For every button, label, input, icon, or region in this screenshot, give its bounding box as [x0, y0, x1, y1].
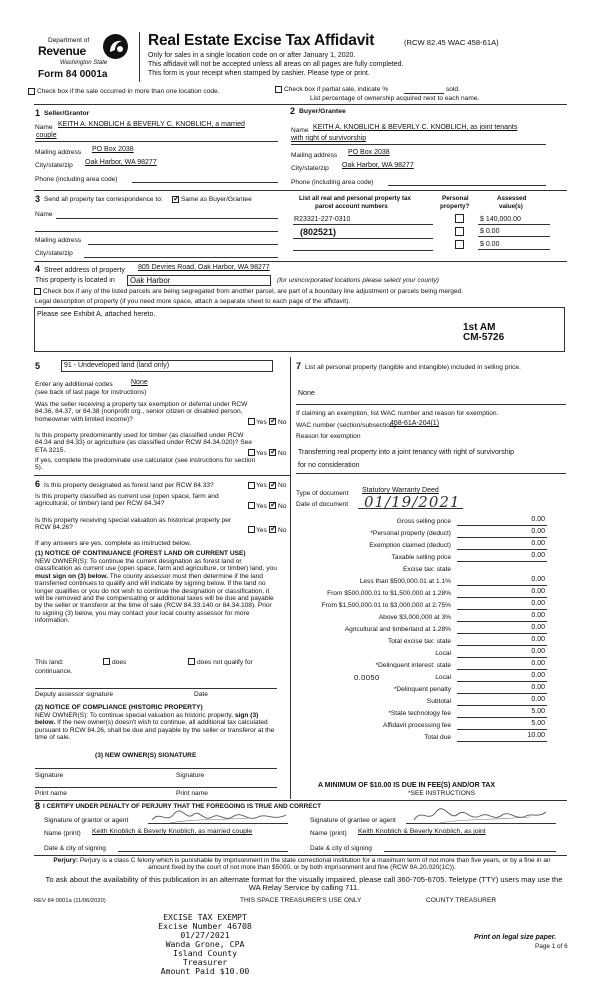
tax-line-rule	[457, 729, 547, 730]
buyer-mailing-value[interactable]: PO Box 2038	[348, 149, 390, 156]
tax-line-rule	[457, 525, 547, 526]
tax-line-rule	[457, 585, 547, 586]
notice-3-title: (3) NEW OWNER(S) SIGNATURE	[95, 752, 197, 759]
county-treasurer-label: COUNTY TREASURER	[426, 897, 497, 904]
deputy-signature-label: Deputy assessor signature	[35, 691, 114, 698]
agency-state: Washington State	[60, 60, 108, 66]
stamp-line-1: EXCISE TAX EXEMPT	[163, 912, 247, 922]
notice-1-body	[35, 558, 279, 625]
tax-line-value[interactable]: 0.00	[531, 528, 545, 535]
doc-date-rule	[358, 508, 463, 509]
tax-line-value[interactable]: 0.00	[531, 696, 545, 703]
correspondence-city-label: City/state/zip	[35, 250, 73, 257]
partial-sale-checkbox[interactable]	[275, 86, 282, 93]
grantee-signature-rule	[406, 823, 556, 824]
s6-q3-no-checkbox[interactable]	[269, 526, 276, 533]
tax-line-label: From $1,500,000.01 to $3,000,000 at 2.75%	[321, 602, 451, 609]
notice-2-title: (2) NOTICE OF COMPLIANCE (HISTORIC PROPERTY)	[35, 704, 203, 711]
owner-print-label-2: Print name	[176, 790, 208, 797]
buyer-name-line-1[interactable]: KEITH A. KNOBLICH & BEVERLY C. KNOBLICH, as joint tenants	[313, 124, 518, 131]
seller-name-rule	[35, 141, 278, 142]
personal-header-b: property?	[440, 203, 470, 210]
alt-format-text: To ask about the availability of this publication in an alternate format for the visually impaired, please call 360-705-6705. Teletype (TTY) users may use the WA Relay Service by calling 711.	[45, 875, 563, 893]
dept-line: Department of	[48, 37, 90, 44]
form-rcw: (RCW 82.45 WAC 458-61A)	[404, 38, 499, 47]
tax-line-value[interactable]: 5.00	[531, 720, 545, 727]
timber-question: Is this property predominantly used for timber (as classified under RCW 84.34 and 84.33) or agriculture (as classified under RCW 84.34.020)? See ETA 3215.	[35, 432, 252, 454]
exemption-question: Was the seller receiving a property tax exemption or deferral under RCW 84.36, 84.37, or 84.38 (nonprofit org., senior citizen or disabled person, homeowner with limited income)?	[35, 401, 248, 423]
s6-q1-no-label: No	[278, 482, 287, 489]
s6-q2-no-checkbox[interactable]	[269, 502, 276, 509]
assessed-header-a: Assessed	[497, 195, 527, 202]
current-use-question: Is this property classified as current use (open space, farm and agricultural, or timber) land per RCW 84.34?	[35, 493, 219, 508]
legal-paper-note: Print on legal size paper.	[474, 934, 557, 941]
additional-codes-label: Enter any additional codes	[35, 381, 113, 388]
tax-line-rule	[457, 657, 547, 658]
treasurer-stamp	[150, 913, 260, 976]
grantee-signature-label: Signature of grantee or agent	[310, 817, 396, 824]
q1-yes-checkbox[interactable]	[248, 418, 255, 425]
tax-line-value[interactable]: 0.00	[531, 660, 545, 667]
buyer-phone-rule	[388, 185, 546, 186]
grantee-name-value[interactable]: Keith Knoblich & Beverly Knoblich, as joint	[358, 828, 486, 835]
s6-q3-yes-label: Yes	[256, 527, 267, 534]
tax-line-rule	[457, 669, 547, 670]
section-1-top-rule	[34, 104, 567, 105]
stamp-line-5: Island County Treasurer	[172, 948, 238, 967]
personal-property-value[interactable]: None	[298, 390, 315, 397]
buyer-heading: Buyer/Grantee	[299, 108, 346, 115]
notice-1-text-a: NEW OWNER(S): To continue the current designation as forest land or classification as current use (open space, farm and agriculture, or timber) land, you	[35, 558, 277, 573]
does-checkbox[interactable]	[103, 658, 110, 665]
same-as-buyer-checkbox[interactable]	[172, 196, 179, 203]
header-note-3: This form is your receipt when stamped by cashier. Please type or print.	[148, 70, 370, 77]
owner-print-rule	[35, 787, 277, 788]
tax-line-value[interactable]: 0.00	[531, 684, 545, 691]
correspondence-name-rule	[56, 218, 278, 219]
tax-line-label: Subtotal	[426, 698, 451, 705]
tax-line-rule	[457, 561, 547, 562]
partial-sale-line	[404, 93, 444, 94]
reason-line-1[interactable]: Transferring real property into a joint tenancy with right of survivorship	[298, 449, 515, 456]
tax-line-rule	[457, 705, 547, 706]
assessed-rule-2	[478, 236, 550, 237]
buyer-mailing-label: Mailing address	[291, 152, 338, 159]
grantee-name-label: Name (print)	[310, 830, 347, 837]
reason-line-2[interactable]: for no consideration	[298, 462, 360, 469]
additional-codes-value[interactable]: None	[131, 379, 148, 386]
reason-label: Reason for exemption	[296, 433, 361, 440]
q1-yes-label: Yes	[256, 419, 267, 426]
correspondence-heading-number: 3	[35, 194, 41, 204]
land-use-value: 91 - Undeveloped land (land only)	[64, 362, 170, 369]
q2-yes-label: Yes	[256, 450, 267, 457]
grantor-name-value[interactable]: Keith Knoblich & Beverly Knoblich, as married couple	[92, 828, 253, 835]
owner-signature-rule	[35, 768, 277, 769]
personal-header-a: Personal	[442, 195, 469, 202]
tax-line-value[interactable]: 0.00	[531, 648, 545, 655]
doc-type-label: Type of document	[296, 490, 349, 497]
does-not-label: does not qualify for	[197, 659, 253, 666]
tax-line-label: *Delinquent interest: state	[375, 662, 451, 669]
buyer-city-value[interactable]: Oak Harbor, WA 98277	[342, 162, 414, 169]
doc-type-value[interactable]: Statutory Warranty Deed	[362, 487, 439, 494]
stamp-line-6: Amount Paid $10.00	[160, 966, 250, 976]
tax-line-label: Excise tax: state	[402, 566, 451, 573]
footer-top-rule	[34, 855, 567, 856]
tax-line-label: From $500,000.01 to $1,500,000 at 1.28%	[327, 590, 451, 597]
does-label: does	[112, 659, 127, 666]
tax-line-value[interactable]: 10.00	[527, 732, 545, 739]
assessed-rule-3	[478, 249, 550, 250]
buyer-name-line-2[interactable]: with right of survivorship	[291, 135, 367, 142]
seller-mailing-label: Mailing address	[35, 149, 82, 156]
notice-1-text-b: must sign on (3) below.	[35, 572, 109, 580]
tax-line-value[interactable]: 0.00	[531, 516, 545, 523]
parcel-number-1[interactable]: R23321-227-0310	[294, 216, 351, 223]
section-7-number: 7	[296, 361, 302, 371]
tax-line-label: *State technology fee	[388, 710, 451, 717]
recording-stamp-1: 1st AM	[463, 322, 496, 333]
tax-line-rule	[457, 537, 547, 538]
correspondence-city-rule	[84, 257, 278, 258]
seller-city-label: City/state/zip	[35, 162, 73, 169]
grantor-name-label: Name (print)	[44, 830, 81, 837]
tax-line-value[interactable]: 5.00	[531, 708, 545, 715]
notice-1-title: (1) NOTICE OF CONTINUANCE (FOREST LAND OR CURRENT USE)	[35, 550, 246, 557]
tax-line-label: Local	[435, 674, 451, 681]
tax-line-rule	[457, 645, 547, 646]
tax-line-rule	[457, 609, 547, 610]
located-note: (for unincorporated locations please select your county)	[277, 277, 440, 284]
partial-sale-label: Check box if partial sale, indicate %	[284, 86, 389, 93]
deputy-signature-rule	[35, 688, 277, 689]
tax-line-value[interactable]: 0.00	[531, 576, 545, 583]
grantor-date-label: Date & city of signing	[44, 845, 106, 852]
tax-line-value[interactable]: 0.00	[531, 672, 545, 679]
located-value: Oak Harbor	[130, 276, 171, 285]
s6-q2-yes-checkbox[interactable]	[248, 502, 255, 509]
s6-q1-yes-checkbox[interactable]	[248, 482, 255, 489]
q2-no-label: No	[278, 450, 287, 457]
partial-sale-sold: sold.	[446, 86, 460, 93]
doc-date-value[interactable]: 01/19/2021	[364, 493, 461, 511]
notice-2-text-b: sign (3) below.	[35, 712, 259, 727]
grantor-signature-label: Signature of grantor or agent	[44, 817, 129, 824]
partial-sale-note: List percentage of ownership acquired next to each name.	[310, 95, 480, 102]
notice-2-text-a: NEW OWNER(S): To continue special valuation as historic property,	[35, 712, 234, 719]
located-label: This property is located in	[35, 277, 115, 284]
parcel-number-2[interactable]: (802521)	[300, 227, 337, 237]
form-number: Form 84 0001a	[38, 69, 108, 80]
doc-date-label: Date of document	[296, 501, 349, 508]
tax-line-value[interactable]: 0.00	[531, 588, 545, 595]
s6-q2-yes-label: Yes	[256, 503, 267, 510]
grantor-signature-rule	[148, 823, 288, 824]
tax-line-label: Total due	[424, 734, 451, 741]
tax-line-rule	[457, 597, 547, 598]
s6-q1-yes-label: Yes	[256, 482, 267, 489]
street-label: Street address of property	[44, 267, 125, 274]
s6-q2-no-label: No	[278, 503, 287, 510]
s6-q1-no-checkbox[interactable]	[269, 482, 276, 489]
tax-line-label: Total excise tax: state	[387, 638, 451, 645]
continuance-label: continuance.	[35, 668, 73, 675]
deputy-date-label: Date	[194, 691, 208, 698]
correspondence-name-rule-2	[35, 231, 278, 232]
assessed-value-1[interactable]: $ 140,000.00	[480, 216, 521, 223]
correspondence-mailing-label: Mailing address	[35, 237, 82, 244]
boundary-checkbox[interactable]	[34, 288, 41, 295]
legal-label: Legal description of property (if you need more space, attach a separate sheet to each page of the affidavit).	[35, 298, 351, 305]
buyer-city-label: City/state/zip	[291, 165, 329, 172]
buyer-phone-label: Phone (including area code)	[291, 179, 374, 186]
parcel-rule-1	[293, 224, 433, 225]
q2-yes-checkbox[interactable]	[248, 449, 255, 456]
tax-line-label: Taxable selling price	[391, 554, 451, 561]
grantor-date-rule	[118, 851, 288, 852]
reason-rule	[296, 473, 566, 474]
seller-heading-number: 1	[35, 108, 41, 118]
stamp-line-3: 01/27/2021	[180, 930, 230, 940]
seller-heading: Seller/Grantor	[44, 110, 90, 117]
boundary-note: Check box if any of the listed parcels are being segregated from another parcel, are part of a boundary line adjustment or parcels being merged.	[43, 288, 464, 295]
q1-no-checkbox[interactable]	[269, 418, 276, 425]
revision-label: REV 84 0001a (11/06/2020)	[34, 898, 106, 904]
buyer-name-rule	[291, 144, 546, 145]
tax-line-value[interactable]: 0.00	[531, 624, 545, 631]
tax-line-label: Agricultural and timberland at 1.28%	[344, 626, 451, 633]
agency-name: Revenue	[38, 44, 86, 58]
assessed-value-3[interactable]: $ 0.00	[480, 241, 500, 248]
forest-question: Is this property designated as forest land per RCW 84.33?	[44, 482, 214, 489]
historic-question: Is this property receiving special valuation as historical property per RCW 84.26?	[35, 517, 232, 532]
header-note-2: This affidavit will not be accepted unless all areas on all pages are fully completed.	[148, 61, 404, 68]
section-4-top-rule	[34, 261, 567, 262]
tax-line-label: Affidavit processing fee	[382, 722, 451, 729]
tax-line-label: Less than $500,000.01 at 1.1%	[359, 578, 451, 585]
notice-2-text-c: If the new owner(s) doesn't wish to continue, all additional tax calculated pursuant to RCW 84.26, shall be due and payable by the seller or transferor at the time of sale.	[35, 719, 275, 742]
tax-line-value[interactable]: 0.00	[531, 552, 545, 559]
wac-label: WAC number (section/subsection)	[296, 422, 396, 429]
recording-stamp-2: CM-5726	[463, 332, 505, 343]
owner-print-label-1: Print name	[35, 790, 67, 797]
tax-line-value[interactable]: 0.00	[531, 636, 545, 643]
owner-signature-label-2: Signature	[176, 772, 205, 779]
additional-codes-note: (see back of last page for instructions)	[35, 389, 147, 396]
answer-note: If any answers are yes, complete as instructed below.	[35, 540, 192, 547]
tax-line-label: Above $3,000,000 at 3%	[378, 614, 451, 621]
q1-no-label: No	[278, 419, 287, 426]
grantee-date-rule	[384, 851, 556, 852]
seller-phone-label: Phone (including area code)	[35, 176, 118, 183]
parcel-rule-3	[293, 250, 433, 251]
this-land-label: This land:	[35, 659, 64, 666]
section-8-top-rule	[34, 800, 567, 801]
section-5-number: 5	[35, 361, 41, 371]
see-instructions: *SEE INSTRUCTIONS	[408, 790, 476, 797]
tax-line-rule	[457, 621, 547, 622]
section-3-top-rule	[34, 190, 567, 191]
assessed-value-2[interactable]: $ 0.00	[480, 228, 500, 235]
page-number: Page 1 of 6	[535, 943, 568, 950]
correspondence-name-label: Name	[35, 211, 53, 218]
column-divider	[290, 357, 291, 799]
stamp-line-2: Excise Number 46708	[158, 921, 252, 931]
does-not-checkbox[interactable]	[188, 658, 195, 665]
correspondence-mailing-rule	[88, 244, 278, 245]
treasurer-only-label: THIS SPACE TREASURER'S USE ONLY	[240, 897, 362, 904]
section-6-number: 6	[35, 479, 41, 489]
tax-line-rule	[457, 741, 547, 742]
exemption-label: If claiming an exemption, list WAC number and reason for exemption.	[296, 410, 499, 417]
seller-name-line-2[interactable]: couple	[36, 132, 57, 139]
s6-q3-yes-checkbox[interactable]	[248, 526, 255, 533]
section-6-top-rule	[34, 475, 290, 476]
certification-text: I CERTIFY UNDER PENALTY OF PERJURY THAT THE FOREGOING IS TRUE AND CORRECT	[43, 803, 322, 810]
timber-note: If yes, complete the predominate use calculator (see instructions for section 5).	[35, 457, 256, 472]
section-8-number: 8	[35, 801, 41, 811]
tax-line-label: Gross selling price	[396, 518, 451, 525]
multi-location-label: Check box if the sale occurred in more than one location code.	[37, 88, 220, 95]
form-title: Real Estate Excise Tax Affidavit	[148, 32, 375, 49]
seller-city-value[interactable]: Oak Harbor, WA 98277	[85, 159, 157, 166]
seller-mailing-value[interactable]: PO Box 2038	[92, 146, 134, 153]
tax-line-label: Local	[435, 650, 451, 657]
tax-line-rule	[457, 693, 547, 694]
tax-line-label: *Delinquent penalty	[393, 686, 451, 693]
tax-line-value[interactable]: 0.00	[531, 612, 545, 619]
property-heading-number: 4	[35, 264, 41, 274]
buyer-heading-number: 2	[290, 106, 296, 116]
parcels-header-b: parcel account numbers	[315, 203, 388, 210]
tax-line-label: *Personal property (deduct)	[370, 530, 451, 537]
s6-q3-no-label: No	[278, 527, 287, 534]
assessed-header-b: value(s)	[499, 203, 523, 210]
tax-line-rule	[457, 717, 547, 718]
street-value[interactable]: 805 Devries Road, Oak Harbor, WA 98277	[138, 264, 270, 271]
personal-property-label: List all personal property (tangible and intangible) included in selling price.	[305, 364, 521, 371]
parcel-rule-2	[293, 238, 433, 239]
perjury-label: Perjury:	[53, 857, 78, 864]
perjury-body: Perjury is a class C felony which is punishable by imprisonment in the state correctional institution for a maximum term of not more than five years, or by a fine in an amount fixed by the court of not more than $5000, or by both imprisonment and fine (RCW 9A.20.020(1C)).	[79, 857, 551, 872]
local-rate: 0.0050	[354, 673, 380, 682]
tax-line-rule	[457, 549, 547, 550]
tax-line-value[interactable]: 0.00	[531, 540, 545, 547]
owner-signature-label-1: Signature	[35, 772, 64, 779]
header-note-1: Only for sales in a single location code on or after January 1, 2020.	[148, 52, 356, 59]
tax-line-rule	[457, 681, 547, 682]
parcels-header-a: List all real and personal property tax	[299, 195, 411, 202]
personal-property-checkbox-1[interactable]	[455, 214, 464, 223]
seller-phone-rule	[132, 182, 278, 183]
tax-line-label: Exemption claimed (deduct)	[369, 542, 451, 549]
same-as-buyer-label: Same as Buyer/Grantee	[181, 196, 252, 203]
agency-logo-icon	[102, 33, 129, 60]
assessed-rule-1	[478, 224, 550, 225]
notice-2-body	[35, 712, 279, 742]
personal-property-rule	[296, 404, 566, 405]
perjury-text	[42, 857, 562, 872]
notice-1-text-c: The county assessor must then determine if the land transferred continues to qualify and will indicate by signing below. If the land no longer qualifies or you do not wish to continue the designation or classification, it will be removed and the compensating or additional taxes will be due and payable by the seller or transferor at the time of sale (RCW 84.33.140 or 84.34.108). Prior to signing (3) below, you may contact your local county assessor for more information.	[35, 572, 274, 625]
buyer-name-label: Name	[291, 127, 309, 134]
personal-property-checkbox-3[interactable]	[455, 240, 464, 249]
seller-name-line-1[interactable]: KEITH A. KNOBLICH & BEVERLY C. KNOBLICH, a married	[58, 121, 245, 128]
wac-value[interactable]: 458-61A-204(1)	[390, 420, 440, 427]
seller-name-label: Name	[35, 124, 53, 131]
correspondence-label: Send all property tax correspondence to:	[44, 196, 163, 203]
personal-property-checkbox-2[interactable]	[455, 227, 464, 236]
q2-no-checkbox[interactable]	[269, 449, 276, 456]
legal-description-text: Please see Exhibit A, attached hereto.	[37, 311, 156, 318]
stamp-line-4: Wanda Grone, CPA	[165, 939, 245, 949]
minimum-due-note: A MINIMUM OF $10.00 IS DUE IN FEE(S) AND/OR TAX	[318, 782, 496, 789]
grantee-date-label: Date & city of signing	[310, 845, 372, 852]
multi-location-checkbox[interactable]	[28, 88, 35, 95]
tax-line-value[interactable]: 0.00	[531, 600, 545, 607]
tax-line-rule	[457, 633, 547, 634]
header-divider	[139, 32, 140, 82]
